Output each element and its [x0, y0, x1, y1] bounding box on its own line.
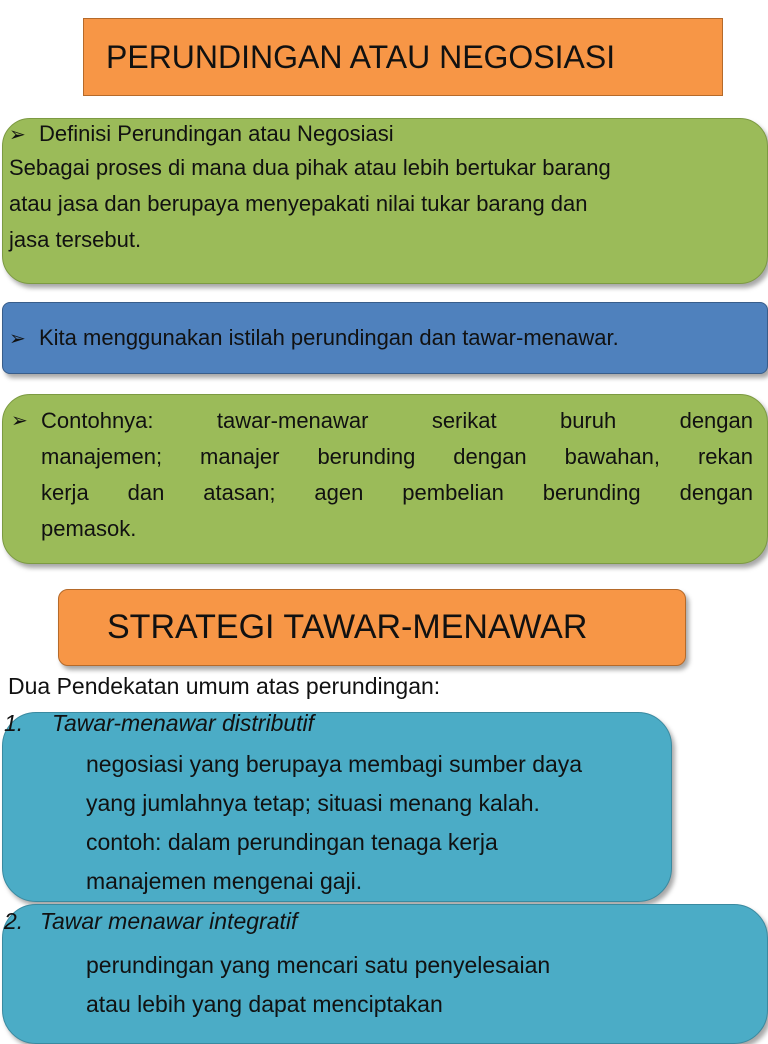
examples-line-text: Contohnya: tawar-menawar serikat buruh dengan: [41, 408, 753, 433]
term-note-text: Kita menggunakan istilah perundingan dan tawar-menawar.: [39, 324, 619, 350]
examples-line: [11, 475, 759, 511]
approaches-intro: Dua Pendekatan umum atas perundingan:: [8, 673, 441, 699]
approach-line: atau lebih yang dapat menciptakan: [86, 991, 443, 1017]
definition-line: Sebagai proses di mana dua pihak atau lebih bertukar barang: [9, 155, 611, 180]
page-title-text: PERUNDINGAN ATAU NEGOSIASI: [106, 38, 616, 75]
arrow-bullet-icon: ➢: [11, 410, 28, 432]
approach-line: negosiasi yang berupaya membagi sumber daya: [86, 751, 583, 777]
approach-line: perundingan yang mencari satu penyelesaian: [86, 952, 551, 978]
section-title: [58, 589, 686, 666]
section-title-text: STRATEGI TAWAR-MENAWAR: [107, 608, 588, 646]
term-note: [9, 320, 619, 357]
approach-line: yang jumlahnya tetap; situasi menang kalah.: [86, 790, 540, 816]
examples-line-text: kerja dan atasan; agen pembelian berunding dengan: [41, 480, 753, 505]
page-title: [83, 18, 723, 96]
approach-heading: [4, 904, 297, 938]
examples-line: pemasok.: [41, 516, 137, 541]
examples-line: [11, 403, 759, 439]
approach-name: Tawar menawar integratif: [40, 908, 298, 934]
approach-name: Tawar-menawar distributif: [52, 710, 315, 736]
definition-heading: [9, 119, 757, 150]
examples-line: [11, 439, 759, 475]
approach-number: 2.: [4, 908, 24, 934]
approach-heading: [4, 706, 314, 740]
term-note-box: [2, 302, 768, 374]
arrow-bullet-icon: ➢: [9, 124, 26, 146]
definition-box: [2, 118, 768, 284]
definition-line: atau jasa dan berupaya menyepakati nilai tukar barang dan: [9, 191, 588, 216]
arrow-bullet-icon: ➢: [9, 327, 26, 350]
approach-line: manajemen mengenai gaji.: [86, 868, 363, 894]
approach-number: 1.: [4, 710, 24, 736]
definition-heading-text: Definisi Perundingan atau Negosiasi: [39, 121, 394, 146]
examples-box: [2, 394, 768, 564]
definition-line: jasa tersebut.: [9, 227, 142, 252]
examples-line-text: manajemen; manajer berunding dengan bawahan, rekan: [41, 444, 753, 469]
approach-line: contoh: dalam perundingan tenaga kerja: [86, 829, 498, 855]
